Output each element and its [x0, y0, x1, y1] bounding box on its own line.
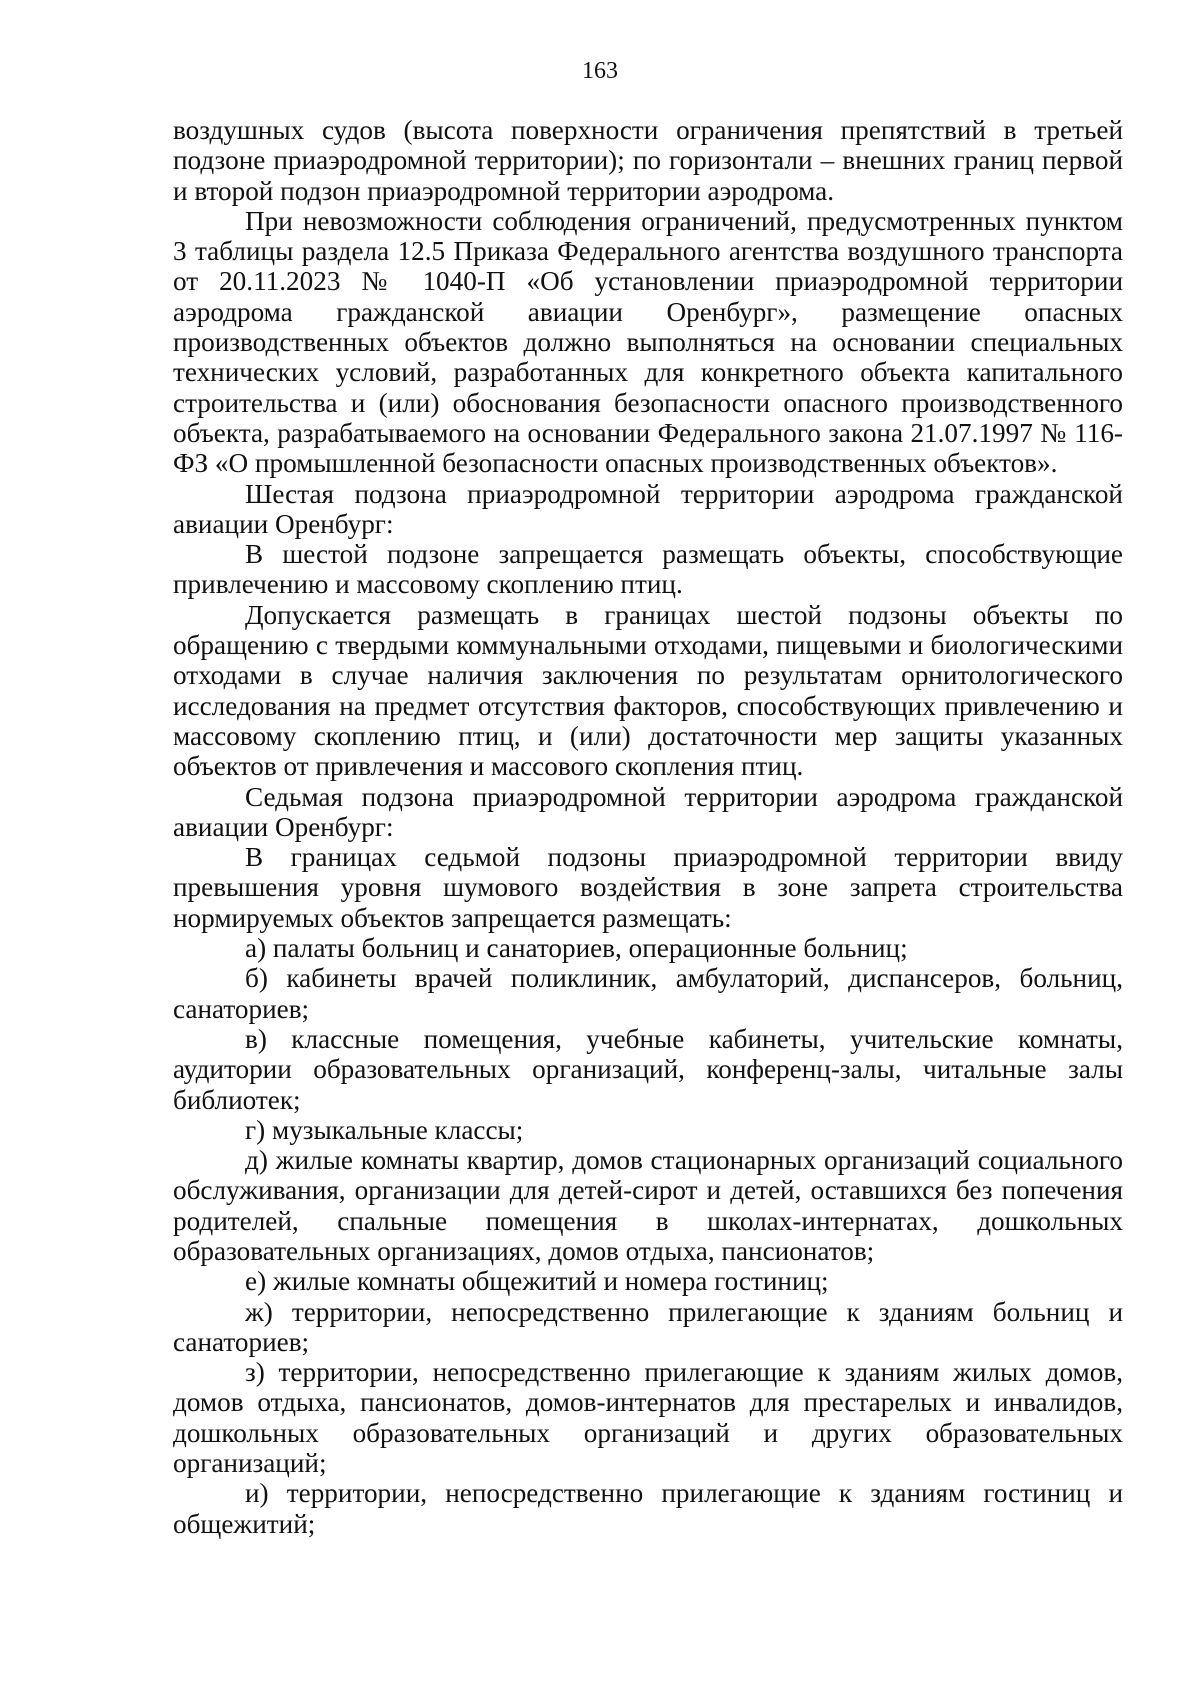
page-number: 163: [582, 58, 618, 84]
list-item-a: а) палаты больниц и санаториев, операционные больниц;: [245, 933, 908, 964]
subzone-six-heading: Шестая подзона приаэродромной территории аэродрома гражданской авиации Оренбург:: [173, 478, 1123, 539]
paragraph-hazardous-objects: При невозможности соблюдения ограничений, предусмотренных пунктом 3 таблицы раздела 12.5 Приказа Федерального агентства воздушного транспорта от 20.11.2023 № 1040-П «Об установлении приаэродромной территории аэродрома гражданской авиации Оренбург», размещение опасных производственных объектов должно выполняться на основании специальных технических условий, разработанных для конкретного объекта капитального строительства и (или) обоснования безопасности опасного производственного объекта, разрабатываемого на основании Федерального закона 21.07.1997 № 116-ФЗ «О промышленной безопасности опасных производственных объектов».: [173, 205, 1123, 479]
list-item-z: з) территории, непосредственно прилегающие к зданиям жилых домов, домов отдыха, пансионатов, домов-интернатов для престарелых и инвалидов, дошкольных образовательных организаций и других образовательных организаций;: [173, 1357, 1123, 1479]
paragraph-continuation: воздушных судов (высота поверхности ограничения препятствий в третьей подзоне приаэродромной территории); по горизонтали – внешних границ первой и второй подзон приаэродромной территории аэродрома.: [173, 115, 1123, 206]
document-body: [173, 115, 1123, 1539]
subzone-six-prohibition: В шестой подзоне запрещается размещать объекты, способствующие привлечению и массовому скоплению птиц.: [173, 539, 1123, 600]
list-item-i: и) территории, непосредственно прилегающие к зданиям гостиниц и общежитий;: [173, 1478, 1123, 1539]
subzone-seven-intro: В границах седьмой подзоны приаэродромной территории ввиду превышения уровня шумового воздействия в зоне запрета строительства нормируемых объектов запрещается размещать:: [173, 842, 1123, 933]
list-item-e: е) жилые комнаты общежитий и номера гостиниц;: [245, 1266, 829, 1297]
subzone-seven-heading: Седьмая подзона приаэродромной территории аэродрома гражданской авиации Оренбург:: [173, 781, 1123, 842]
list-item-b: б) кабинеты врачей поликлиник, амбулаторий, диспансеров, больниц, санаториев;: [173, 963, 1123, 1024]
list-item-g: г) музыкальные классы;: [245, 1114, 524, 1145]
list-item-v: в) классные помещения, учебные кабинеты, учительские комнаты, аудитории образовательных организаций, конференц-залы, читальные залы библиотек;: [173, 1023, 1123, 1115]
list-item-d: д) жилые комнаты квартир, домов стационарных организаций социального обслуживания, организации для детей-сирот и детей, оставшихся без попечения родителей, спальные помещения в школах-интернатах, дошкольных образовательных организациях, домов отдыха, пансионатов;: [173, 1145, 1123, 1266]
list-item-zh: ж) территории, непосредственно прилегающие к зданиям больниц и санаториев;: [173, 1296, 1123, 1357]
subzone-six-exception: Допускается размещать в границах шестой подзоны объекты по обращению с твердыми коммунальными отходами, пищевыми и биологическими отходами в случае наличия заключения по результатам орнитологического исследования на предмет отсутствия факторов, способствующих привлечению и массовому скоплению птиц, и (или) достаточности мер защиты указанных объектов от привлечения и массового скопления птиц.: [173, 599, 1123, 782]
